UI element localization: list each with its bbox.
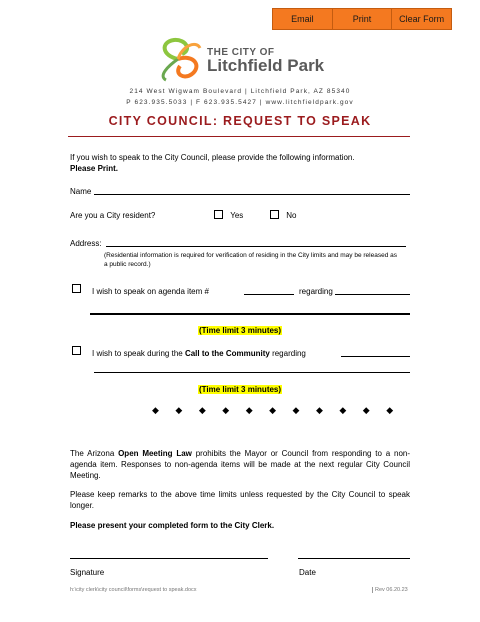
yes-checkbox[interactable]: [214, 210, 223, 219]
agenda-time-limit-wrap: [0, 320, 480, 338]
logo-line1: THE CITY OF: [207, 47, 275, 58]
form-toolbar: [272, 8, 452, 30]
community-bold: Call to the Community: [184, 349, 270, 358]
oml-part1: The Arizona: [70, 449, 119, 458]
yes-label: Yes: [230, 211, 244, 220]
remarks-text: Please keep remarks to the above time limits unless requested by the City Council to speak longer.: [70, 490, 410, 510]
address-line2: P 623.935.5033 | F 623.935.5427 | www.litchfieldpark.gov: [126, 99, 354, 106]
email-button[interactable]: Email: [272, 8, 333, 30]
logo-line2: Litchfield Park: [207, 56, 325, 75]
resident-question: Are you a City resident?: [70, 211, 156, 220]
community-row: [72, 346, 81, 357]
resident-no: [270, 210, 296, 221]
date-field[interactable]: [298, 558, 410, 559]
address-label: Address:: [70, 239, 102, 248]
name-field[interactable]: [94, 194, 410, 195]
community-time-limit-wrap: [0, 379, 480, 397]
intro-text: If you wish to speak to the City Council, please provide the following information.: [70, 153, 355, 162]
footer-path: h:\city clerk\city council\forms\request to speak.docx: [70, 587, 197, 593]
address-note: (Residential information is required for verification of residing in the City limits and may be released as a public record.): [104, 252, 397, 268]
signature-label: Signature: [70, 568, 105, 577]
no-checkbox[interactable]: [270, 210, 279, 219]
date-label: Date: [299, 568, 316, 577]
agenda-regarding-field-2[interactable]: [90, 313, 410, 315]
open-meeting-law-text: [70, 448, 410, 481]
agenda-time-limit: (Time limit 3 minutes): [198, 326, 282, 335]
agenda-checkbox[interactable]: [72, 284, 81, 293]
oml-bold: Open Meeting Law: [118, 449, 192, 458]
swirl-logo-icon: [152, 36, 204, 82]
form-title: CITY COUNCIL: REQUEST TO SPEAK: [108, 114, 372, 128]
community-regarding: regarding: [269, 349, 306, 358]
diamond-divider: ◆ ◆ ◆ ◆ ◆ ◆ ◆ ◆ ◆ ◆ ◆: [152, 405, 401, 415]
community-text: [92, 348, 306, 359]
resident-yes: [214, 210, 243, 221]
agenda-regarding: regarding: [299, 287, 333, 296]
no-label: No: [286, 211, 297, 220]
print-button[interactable]: Print: [333, 8, 393, 30]
footer-revision: Rev 06.20.23: [372, 587, 408, 593]
address-field[interactable]: [106, 246, 406, 247]
signature-field[interactable]: [70, 558, 268, 559]
please-print: Please Print.: [70, 164, 119, 173]
name-label: Name: [70, 187, 92, 196]
address-line1: 214 West Wigwam Boulevard | Litchfield Park, AZ 85340: [129, 88, 351, 95]
city-logo: [152, 36, 362, 82]
agenda-item-number-field[interactable]: [244, 294, 294, 295]
agenda-regarding-field[interactable]: [335, 294, 410, 295]
agenda-row: [72, 284, 81, 295]
oml-part2: prohibits the Mayor or Council from responding to a non-agenda item. Responses to non-agenda items will be made at the next regular City Council Meeting.: [70, 449, 411, 480]
community-prefix: I wish to speak during the: [92, 349, 185, 358]
title-rule: [68, 136, 410, 137]
agenda-text: I wish to speak on agenda item #: [92, 287, 209, 296]
present-text: Please present your completed form to the City Clerk.: [70, 521, 275, 530]
community-checkbox[interactable]: [72, 346, 81, 355]
community-time-limit: (Time limit 3 minutes): [198, 385, 282, 394]
community-regarding-field-2[interactable]: [94, 372, 410, 373]
clear-form-button[interactable]: Clear Form: [392, 8, 452, 30]
community-regarding-field[interactable]: [341, 356, 410, 357]
